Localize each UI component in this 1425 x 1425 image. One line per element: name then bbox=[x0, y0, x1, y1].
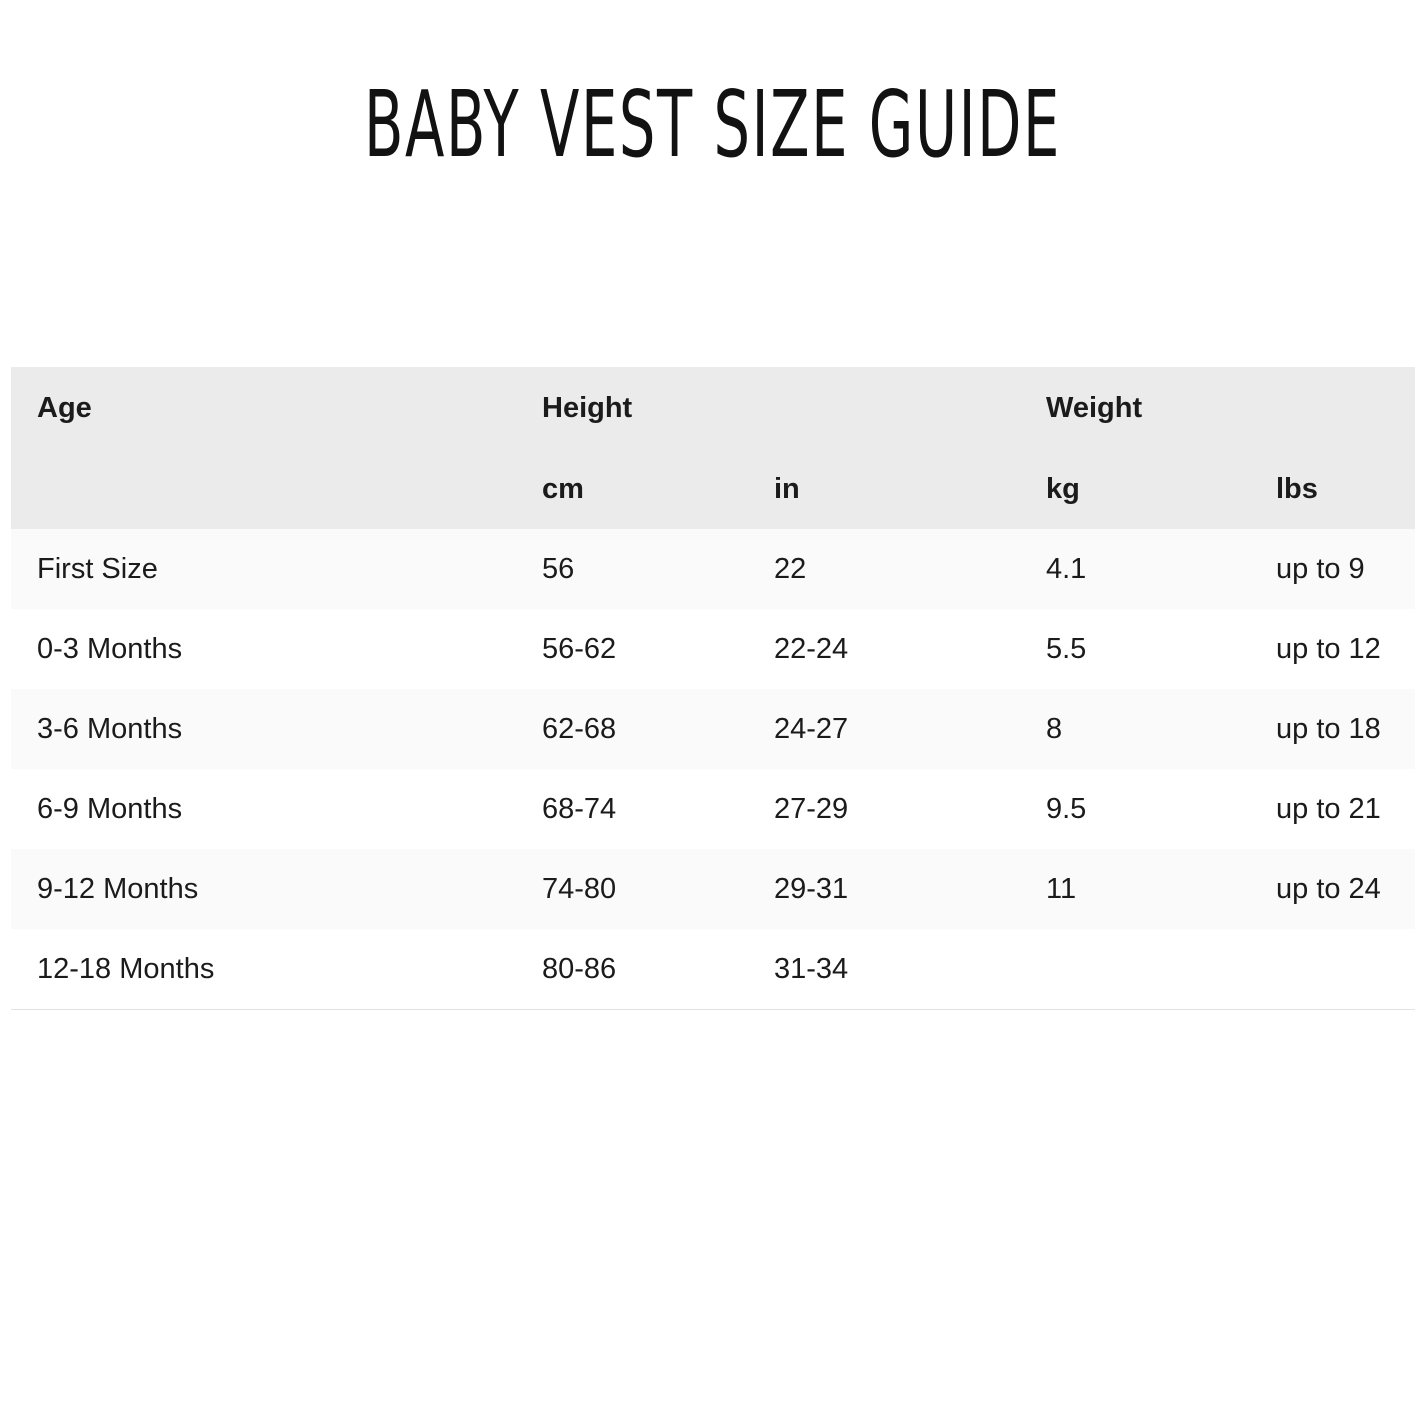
table-sub-header-row bbox=[11, 449, 1415, 529]
cell-height-in: 31-34 bbox=[748, 929, 1020, 1010]
cell-height-cm: 56 bbox=[516, 529, 748, 609]
table-row bbox=[11, 929, 1415, 1010]
cell-height-cm: 56-62 bbox=[516, 609, 748, 689]
cell-age: 0-3 Months bbox=[11, 609, 516, 689]
cell-height-in: 29-31 bbox=[748, 849, 1020, 929]
header-height: Height bbox=[516, 367, 1020, 449]
cell-height-in: 27-29 bbox=[748, 769, 1020, 849]
table-row bbox=[11, 689, 1415, 769]
cell-weight-lbs: up to 9 bbox=[1250, 529, 1415, 609]
cell-weight-lbs: up to 18 bbox=[1250, 689, 1415, 769]
table-row bbox=[11, 529, 1415, 609]
cell-age: 3-6 Months bbox=[11, 689, 516, 769]
cell-weight-lbs bbox=[1250, 929, 1415, 1010]
cell-height-in: 22 bbox=[748, 529, 1020, 609]
cell-weight-kg: 5.5 bbox=[1020, 609, 1250, 689]
cell-height-in: 24-27 bbox=[748, 689, 1020, 769]
header-height-cm: cm bbox=[516, 449, 748, 529]
cell-height-cm: 68-74 bbox=[516, 769, 748, 849]
table-body bbox=[11, 529, 1415, 1010]
header-weight: Weight bbox=[1020, 367, 1415, 449]
header-age: Age bbox=[11, 367, 516, 449]
cell-weight-lbs: up to 24 bbox=[1250, 849, 1415, 929]
cell-weight-kg: 4.1 bbox=[1020, 529, 1250, 609]
cell-age: 9-12 Months bbox=[11, 849, 516, 929]
cell-height-in: 22-24 bbox=[748, 609, 1020, 689]
cell-weight-kg bbox=[1020, 929, 1250, 1010]
size-table-container bbox=[11, 367, 1415, 1010]
size-table bbox=[11, 367, 1415, 1010]
header-age-spacer bbox=[11, 449, 516, 529]
cell-height-cm: 80-86 bbox=[516, 929, 748, 1010]
table-row bbox=[11, 849, 1415, 929]
cell-weight-kg: 11 bbox=[1020, 849, 1250, 929]
cell-age: First Size bbox=[11, 529, 516, 609]
cell-weight-kg: 9.5 bbox=[1020, 769, 1250, 849]
cell-age: 12-18 Months bbox=[11, 929, 516, 1010]
cell-weight-kg: 8 bbox=[1020, 689, 1250, 769]
header-weight-kg: kg bbox=[1020, 449, 1250, 529]
header-weight-lbs: lbs bbox=[1250, 449, 1415, 529]
cell-weight-lbs: up to 21 bbox=[1250, 769, 1415, 849]
table-header bbox=[11, 367, 1415, 529]
cell-weight-lbs: up to 12 bbox=[1250, 609, 1415, 689]
header-height-in: in bbox=[748, 449, 1020, 529]
cell-height-cm: 74-80 bbox=[516, 849, 748, 929]
cell-height-cm: 62-68 bbox=[516, 689, 748, 769]
table-group-header-row bbox=[11, 367, 1415, 449]
table-row bbox=[11, 769, 1415, 849]
cell-age: 6-9 Months bbox=[11, 769, 516, 849]
page-title: BABY VEST SIZE GUIDE bbox=[364, 72, 1061, 179]
table-row bbox=[11, 609, 1415, 689]
